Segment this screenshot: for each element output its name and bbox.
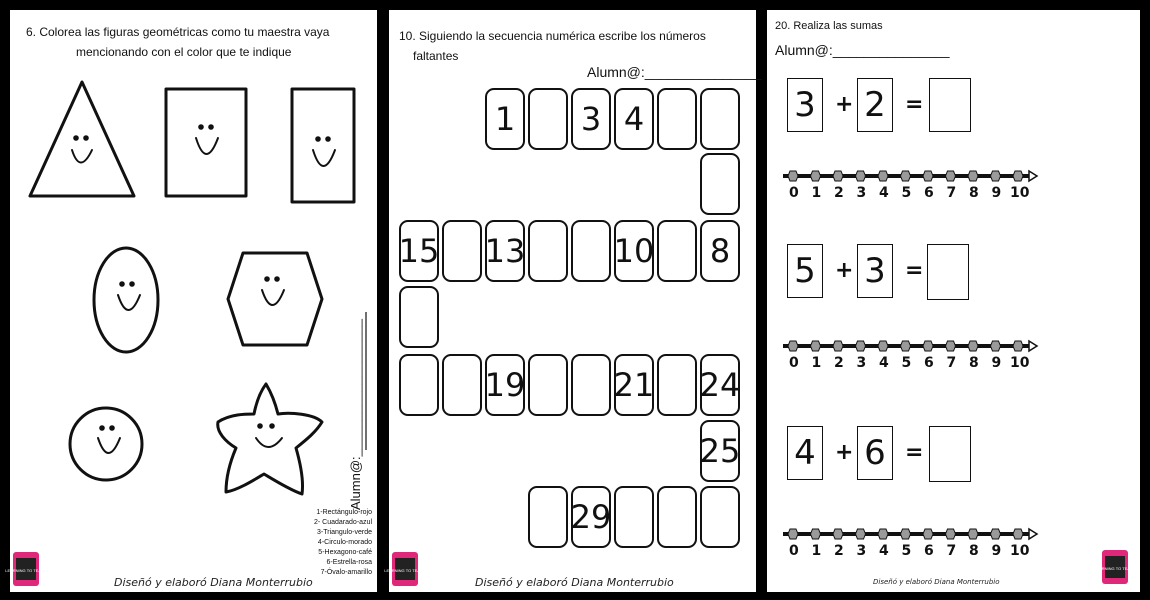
number-line-label: 2 <box>834 185 844 201</box>
arrow-icon <box>1029 171 1037 181</box>
legend-item: 5-Hexagono-café <box>318 549 372 556</box>
addend-box: 3 <box>857 244 893 298</box>
number-line-label: 7 <box>946 355 957 371</box>
sequence-cell[interactable]: 29 <box>571 486 611 548</box>
square-shape <box>166 89 246 196</box>
sequence-cell[interactable] <box>571 354 611 416</box>
number-line-label: 0 <box>789 355 799 371</box>
number-line-label: 5 <box>901 185 912 201</box>
number-line-label: 6 <box>924 185 934 201</box>
number-line-tick <box>946 529 956 539</box>
svg-text:LEARNING TO TEACH: LEARNING TO TEACH <box>5 568 47 573</box>
number-line-label: 1 <box>811 543 822 559</box>
number-line <box>783 341 1037 351</box>
sequence-cell[interactable] <box>700 486 740 548</box>
sequence-cell[interactable]: 25 <box>700 420 740 482</box>
number-line-label: 3 <box>856 185 867 201</box>
legend-item: 4-Circulo-morado <box>317 539 372 546</box>
number-line-tick <box>991 171 1001 181</box>
number-line-label: 6 <box>924 355 934 371</box>
svg-text:LEARNING TO TEACH: LEARNING TO TEACH <box>1094 566 1136 571</box>
student-name-label: Alumn@:_______________ <box>775 42 950 58</box>
number-line-tick <box>833 171 843 181</box>
legend-item: 7-Óvalo-amarillo <box>320 569 372 576</box>
number-line-tick <box>991 341 1001 351</box>
number-line-tick <box>923 529 933 539</box>
student-name-label: Alumn@:_______________ <box>587 64 762 80</box>
credit-text: Diseñó y elaboró Diana Monterrubio <box>114 576 313 589</box>
number-line-tick <box>878 171 888 181</box>
number-line-tick <box>811 341 821 351</box>
plus-sign: + <box>835 258 854 283</box>
sequence-cell[interactable] <box>657 220 697 282</box>
addend-box: 3 <box>787 78 823 132</box>
arrow-icon <box>1029 529 1037 539</box>
number-line-tick <box>788 341 798 351</box>
sequence-cell[interactable]: 15 <box>399 220 439 282</box>
number-line-label: 0 <box>789 185 799 201</box>
sequence-cell[interactable] <box>657 88 697 150</box>
number-line-tick <box>968 171 978 181</box>
number-line-tick <box>901 529 911 539</box>
sequence-cell[interactable] <box>528 486 568 548</box>
number-line-label: 7 <box>946 543 957 559</box>
sequence-cell[interactable]: 13 <box>485 220 525 282</box>
sequence-cell[interactable] <box>614 486 654 548</box>
legend-item: 3-Triangulo-verde <box>317 529 372 536</box>
number-line-tick <box>878 341 888 351</box>
worksheet-shapes <box>5 10 377 592</box>
number-line-tick <box>856 341 866 351</box>
number-line-tick <box>811 529 821 539</box>
number-line-label: 1 <box>811 355 822 371</box>
sequence-cell[interactable] <box>700 88 740 150</box>
triangle-shape <box>30 82 134 196</box>
number-line-tick <box>856 171 866 181</box>
sequence-cell[interactable]: 8 <box>700 220 740 282</box>
credit-text: Diseñó y elaboró Diana Monterrubio <box>475 576 674 589</box>
sequence-cell[interactable] <box>657 354 697 416</box>
number-line-tick <box>788 529 798 539</box>
number-line-tick <box>811 171 821 181</box>
title-line: 10. Siguiendo la secuencia numérica escribe los números <box>399 29 706 43</box>
worksheet-additions <box>767 10 1140 592</box>
rectangle-shape <box>292 89 354 202</box>
sequence-cell[interactable] <box>442 354 482 416</box>
equals-sign: = <box>905 92 924 117</box>
legend-item: 6-Estrella-rosa <box>326 559 372 566</box>
shapes-drawing <box>10 10 377 592</box>
number-line-label: 8 <box>969 543 979 559</box>
sequence-cell[interactable]: 3 <box>571 88 611 150</box>
number-line-label: 3 <box>856 543 867 559</box>
number-line-label: 0 <box>789 543 799 559</box>
number-line-label: 2 <box>834 543 844 559</box>
number-line-tick <box>968 341 978 351</box>
sequence-cell[interactable] <box>399 286 439 348</box>
number-line <box>783 171 1037 181</box>
sequence-cell[interactable] <box>399 354 439 416</box>
svg-text:LEARNING TO TEACH: LEARNING TO TEACH <box>384 568 426 573</box>
title-line: faltantes <box>413 49 459 63</box>
hexagon-shape <box>228 253 322 345</box>
legend-item: 1-Rectángulo-rojo <box>316 509 372 516</box>
number-line-tick <box>946 171 956 181</box>
number-line-tick <box>901 171 911 181</box>
number-line-tick <box>901 341 911 351</box>
plus-sign: + <box>835 92 854 117</box>
sequence-cell[interactable] <box>442 220 482 282</box>
number-line-tick <box>968 529 978 539</box>
arrow-icon <box>1029 341 1037 351</box>
sequence-cell[interactable]: 1 <box>485 88 525 150</box>
number-line-label: 10 <box>1010 355 1030 371</box>
logo-badge <box>1094 546 1136 586</box>
addend-box: 6 <box>857 426 893 480</box>
number-line-label: 1 <box>811 185 822 201</box>
number-line-label: 5 <box>901 355 912 371</box>
circle-shape <box>70 408 142 480</box>
number-line-label: 2 <box>834 355 844 371</box>
addend-box: 2 <box>857 78 893 132</box>
number-line-label: 4 <box>879 543 889 559</box>
equals-sign: = <box>905 440 924 465</box>
color-legend <box>300 508 372 578</box>
sequence-cell[interactable] <box>700 153 740 215</box>
number-line-label: 3 <box>856 355 867 371</box>
sequence-cell[interactable]: 4 <box>614 88 654 150</box>
number-line-label: 4 <box>879 355 889 371</box>
title-line: 6. Colorea las figuras geométricas como tu maestra vaya <box>26 25 330 39</box>
number-line-tick <box>1013 529 1023 539</box>
sequence-cell[interactable] <box>571 220 611 282</box>
student-name-label: Alumn@:___________________ <box>348 318 363 510</box>
number-line-tick <box>856 529 866 539</box>
addend-box: 5 <box>787 244 823 298</box>
page-title: 20. Realiza las sumas <box>775 20 883 32</box>
number-line-label: 9 <box>991 185 1002 201</box>
number-line-label: 10 <box>1010 543 1030 559</box>
sequence-cell[interactable]: 24 <box>700 354 740 416</box>
number-line-tick <box>878 529 888 539</box>
number-line-tick <box>1013 171 1023 181</box>
logo-badge <box>384 548 426 588</box>
number-line-tick <box>923 171 933 181</box>
number-line-label: 10 <box>1010 185 1030 201</box>
oval-shape <box>94 248 158 352</box>
number-line-tick <box>788 171 798 181</box>
worksheet-number-sequence <box>384 10 762 592</box>
number-line-tick <box>946 341 956 351</box>
number-line-label: 5 <box>901 543 912 559</box>
sequence-cell[interactable] <box>528 354 568 416</box>
sequence-cell[interactable] <box>528 220 568 282</box>
addend-box: 4 <box>787 426 823 480</box>
credit-text: Diseñó y elaboró Diana Monterrubio <box>873 578 1000 586</box>
sequence-cell[interactable] <box>528 88 568 150</box>
number-line-tick <box>991 529 1001 539</box>
logo-badge <box>5 548 47 588</box>
sequence-cell[interactable] <box>657 486 697 548</box>
sequence-cell[interactable]: 10 <box>614 220 654 282</box>
number-line-tick <box>833 341 843 351</box>
legend-item: 2- Cuadarado-azul <box>314 519 372 526</box>
number-line-label: 6 <box>924 543 934 559</box>
title-line: mencionando con el color que te indique <box>76 45 292 59</box>
number-line-tick <box>833 529 843 539</box>
number-line <box>783 529 1037 539</box>
sequence-cell[interactable]: 19 <box>485 354 525 416</box>
number-line-tick <box>923 341 933 351</box>
number-line-tick <box>1013 341 1023 351</box>
star-shape <box>218 384 322 494</box>
equals-sign: = <box>905 258 924 283</box>
number-line-label: 8 <box>969 185 979 201</box>
number-line-label: 8 <box>969 355 979 371</box>
page-title <box>399 26 749 66</box>
number-lines <box>767 10 1140 592</box>
number-line-label: 9 <box>991 355 1002 371</box>
sequence-cell[interactable]: 21 <box>614 354 654 416</box>
number-line-label: 9 <box>991 543 1002 559</box>
number-line-label: 7 <box>946 185 957 201</box>
plus-sign: + <box>835 440 854 465</box>
number-line-label: 4 <box>879 185 889 201</box>
